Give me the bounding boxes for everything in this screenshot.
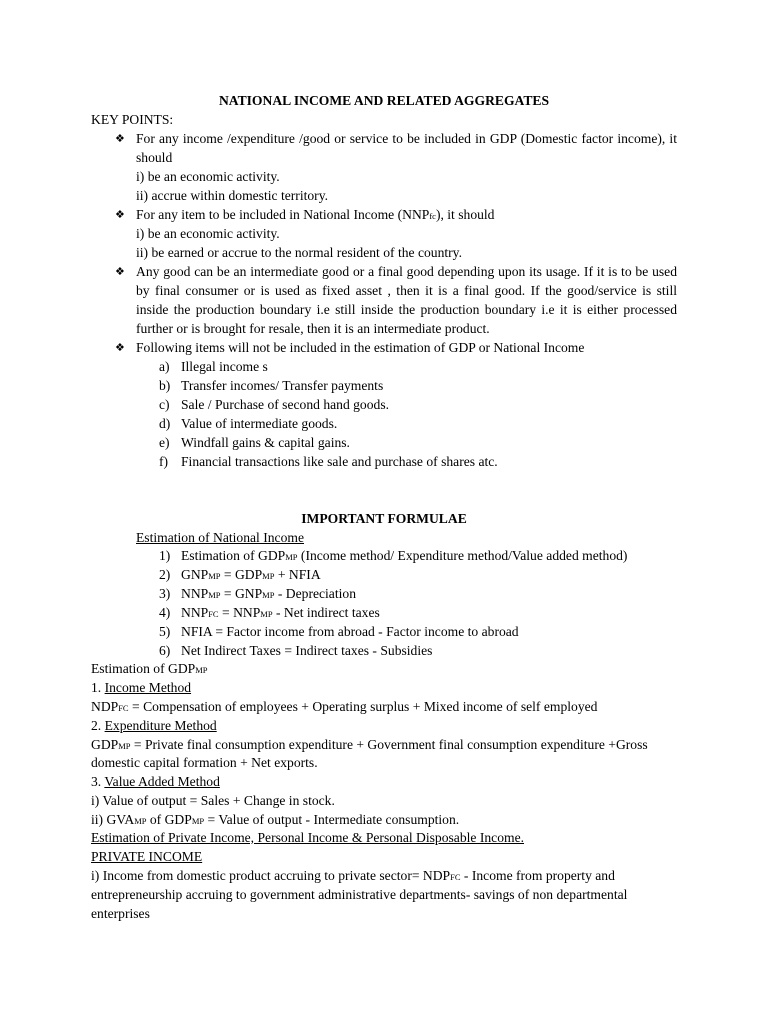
formula-4: NNPFC = NNPMP - Net indirect taxes	[181, 605, 380, 620]
formula-marker: 1)	[159, 548, 171, 563]
formula-marker: 2)	[159, 567, 171, 582]
formula-5: NFIA = Factor income from abroad - Factor income to abroad	[181, 624, 519, 639]
formula-1: Estimation of GDPMP (Income method/ Expenditure method/Value added method)	[181, 548, 628, 563]
bullet-diamond-icon: ❖	[115, 265, 125, 278]
formula-2: GNPMP = GDPMP + NFIA	[181, 567, 321, 582]
bullet-diamond-icon: ❖	[115, 341, 125, 354]
private-income-heading: PRIVATE INCOME	[91, 849, 203, 864]
bullet-diamond-icon: ❖	[115, 132, 125, 145]
formula-3: NNPMP = GNPMP - Depreciation	[181, 586, 356, 601]
list-item-marker: d)	[159, 416, 171, 431]
formula-marker: 3)	[159, 586, 171, 601]
bullet-2-line-2: i) be an economic activity.	[136, 226, 280, 241]
private-income-line-3: enterprises	[91, 906, 150, 921]
list-item-marker: b)	[159, 378, 171, 393]
income-method-heading: 1. Income Method	[91, 680, 192, 695]
bullet-1-line-4: ii) accrue within domestic territory.	[136, 188, 329, 203]
private-income-line-2: entrepreneurship accruing to government administrative departments- savings of non departmental	[91, 887, 628, 902]
income-method-formula: NDPFC = Compensation of employees + Operating surplus + Mixed income of self employed	[91, 699, 598, 714]
list-item-marker: e)	[159, 435, 170, 450]
list-item-marker: c)	[159, 397, 170, 412]
list-item-marker: a)	[159, 359, 170, 374]
formula-marker: 5)	[159, 624, 171, 639]
bullet-2-line-3: ii) be earned or accrue to the normal resident of the country.	[136, 245, 462, 260]
bullet-3-line-1: Any good can be an intermediate good or a final good depending upon its usage. If it is to be used	[136, 264, 677, 279]
list-item: Transfer incomes/ Transfer payments	[181, 378, 384, 393]
bullet-1-line-2: should	[136, 150, 173, 165]
bullet-4-line-1: Following items will not be included in the estimation of GDP or National Income	[136, 340, 585, 355]
list-item: Sale / Purchase of second hand goods.	[181, 397, 390, 412]
formulae-heading: IMPORTANT FORMULAE	[301, 511, 467, 526]
bullet-3-line-2: by final consumer or is used as fixed asset , then it is a final good. If the good/service is still	[136, 283, 677, 298]
list-item-marker: f)	[159, 454, 169, 469]
bullet-1-line-1: For any income /expenditure /good or service to be included in GDP (Domestic factor income), it	[136, 131, 677, 146]
private-income-section-heading: Estimation of Private Income, Personal Income & Personal Disposable Income.	[91, 830, 525, 845]
formula-marker: 4)	[159, 605, 171, 620]
estimation-heading: Estimation of National Income	[136, 530, 304, 545]
bullet-3-line-4: further or is brought for resale, then it is an intermediate product.	[136, 321, 490, 336]
bullet-diamond-icon: ❖	[115, 208, 125, 221]
value-added-method-heading: 3. Value Added Method	[91, 774, 220, 789]
bullet-2-line-1: For any item to be included in National Income (NNPfc), it should	[136, 207, 495, 222]
formula-6: Net Indirect Taxes = Indirect taxes - Subsidies	[181, 643, 433, 658]
gdp-heading: Estimation of GDPMP	[91, 661, 208, 676]
bullet-1-line-3: i) be an economic activity.	[136, 169, 280, 184]
list-item: Windfall gains & capital gains.	[181, 435, 350, 450]
value-added-line-1: i) Value of output = Sales + Change in stock.	[91, 793, 335, 808]
list-item: Value of intermediate goods.	[181, 416, 338, 431]
page-title: NATIONAL INCOME AND RELATED AGGREGATES	[218, 93, 550, 108]
formula-marker: 6)	[159, 643, 171, 658]
expenditure-method-formula-1: GDPMP = Private final consumption expenditure + Government final consumption expenditure +Gross	[91, 737, 648, 752]
list-item: Financial transactions like sale and purchase of shares atc.	[181, 454, 498, 469]
expenditure-method-heading: 2. Expenditure Method	[91, 718, 217, 733]
list-item: Illegal income s	[181, 359, 268, 374]
key-points-heading: KEY POINTS:	[91, 112, 174, 127]
expenditure-method-formula-2: domestic capital formation + Net exports.	[91, 755, 318, 770]
value-added-line-2: ii) GVAMP of GDPMP = Value of output - Intermediate consumption.	[91, 812, 460, 827]
private-income-line-1: i) Income from domestic product accruing to private sector= NDPFC - Income from property and	[91, 868, 615, 883]
bullet-3-line-3: inside the production boundary i.e still inside the production boundary i.e it is either processed	[136, 302, 677, 317]
